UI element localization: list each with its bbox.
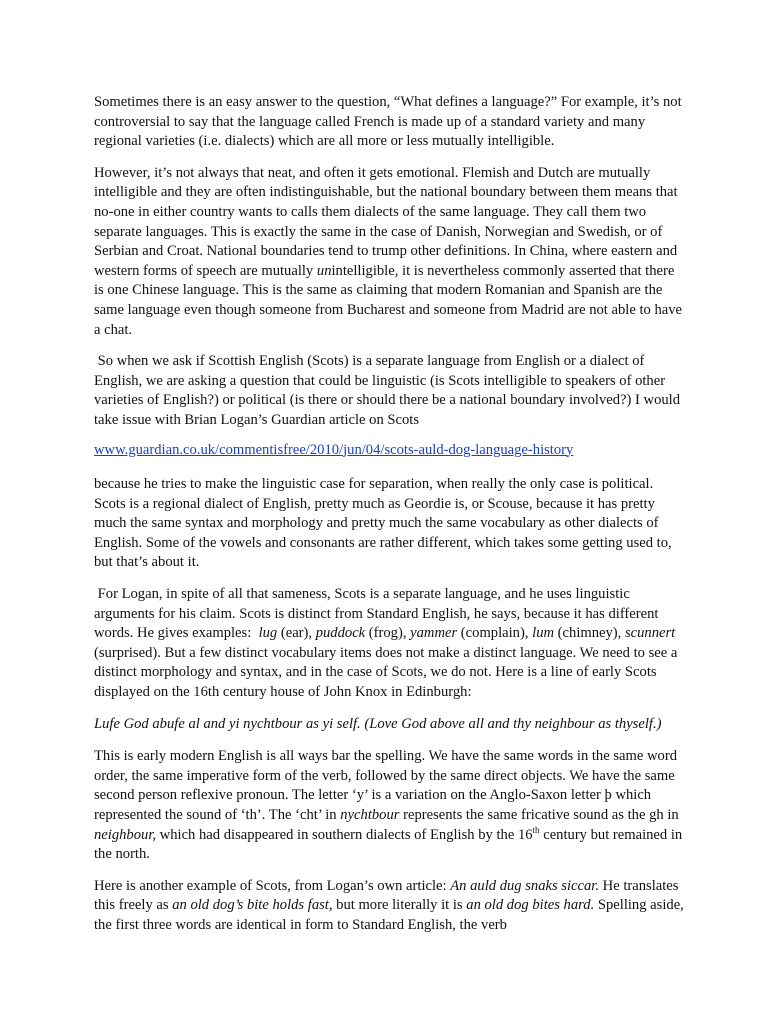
gloss: (chimney),	[554, 625, 625, 642]
gloss: (complain),	[457, 625, 533, 642]
gloss: (ear),	[277, 625, 316, 642]
paragraph-text: Here is another example of Scots, from Logan’s own article:	[94, 877, 451, 894]
superscript-th: th	[532, 824, 540, 835]
paragraph-text: represents the same fricative sound as the gh in	[399, 807, 679, 823]
paragraph-text: because he tries to make the linguistic case for separation, when really the only case is political. Scots is a regional dialect of English, pretty much as Geordie is, or Scouse, because it has pretty much the same syntax and morphology and pretty much the same vocabulary as other dialects of English. Some of the vowels and consonants are rather different, which takes some getting used to, but that’s about it.	[94, 476, 672, 571]
paragraph-text: However, it’s not always that neat, and often it gets emotional. Flemish and Dutch are mutually intelligible and they are often indistinguishable, but the national boundary between them means that no-one in either country wants to calls them dialects of the same language. They call them two separate languages. This is exactly the same in the case of Danish, Norwegian and Swedish, or of Serbian and Croat. National boundaries tend to trump other definitions. In China, where eastern and western forms of speech are mutually	[94, 164, 678, 279]
paragraph-text: century but remained in the north.	[94, 826, 683, 863]
link-line	[94, 441, 684, 461]
emphasis-nychtbour: nychtbour	[340, 807, 400, 823]
emphasis-free-translation: an old dog’s bite holds fast	[172, 897, 329, 914]
paragraph-text: So when we ask if Scottish English (Scots) is a separate language from English or a dialect of English, we are asking a question that could be linguistic (is Scots intelligible to speakers of other varieties of English?) or political (is there or should there be a national boundary involved?) I would take issue with Brian Logan’s Guardian article on Scots	[94, 353, 684, 428]
paragraph-early-modern	[94, 747, 684, 865]
paragraph-text: intelligible, it is nevertheless commonly asserted that there is one Chinese language. This is the same as claiming that modern Romanian and Spanish are the same language even though someone from Bucharest and someone from Madrid are not able to have a chat.	[94, 262, 683, 338]
paragraph-text: Spelling aside, the first three words are identical in form to Standard English, the verb	[94, 897, 684, 933]
scots-word-lug: lug	[258, 625, 278, 642]
paragraph-flemish-dutch	[94, 164, 684, 340]
paragraph-text: Sometimes there is an easy answer to the question, “What defines a language?” For example, it’s not controversial to say that the language called French is made up of a standard variety and many regional varieties (i.e. dialects) which are all more or less mutually intelligible.	[94, 94, 682, 150]
paragraph-text: This is early modern English is all ways bar the spelling. We have the same words in the same word order, the same imperative form of the verb, followed by the same direct objects. We have the same second person reflexive pronoun. The letter ‘y’ is a variation on the Anglo-Saxon letter þ which represented the sound of ‘th’. The ‘cht’ in	[94, 748, 677, 823]
knox-house-quote	[94, 715, 684, 735]
paragraph-political	[94, 475, 684, 573]
paragraph-text: which had disappeared in southern dialects of English by the 16	[156, 826, 533, 843]
paragraph-auld-dug	[94, 877, 684, 936]
emphasis-literal-translation: an old dog bites hard.	[466, 897, 595, 914]
emphasis-scots-phrase: An auld dug snaks siccar.	[450, 877, 600, 894]
scots-word-yammer: yammer	[410, 625, 458, 642]
document-body	[94, 93, 684, 948]
paragraph-intro	[94, 93, 684, 152]
paragraph-text: For Logan, in spite of all that sameness, Scots is a separate language, and he uses linguistic arguments for his claim. Scots is distinct from Standard English, he says, because it has different words. He gives examples:	[94, 586, 663, 642]
paragraph-scots-question	[94, 352, 684, 430]
guardian-article-link[interactable]: www.guardian.co.uk/commentisfree/2010/jun/04/scots-auld-dog-language-history	[94, 441, 574, 458]
quote-text: Lufe God abufe al and yi nychtbour as yi self. (Love God above all and thy neighbour as thyself.)	[94, 715, 662, 732]
paragraph-text: (surprised). But a few distinct vocabulary items does not make a distinct language. We need to see a distinct morphology and syntax, and in the case of Scots, we do not. Here is a line of early Scots displayed on the 16th century house of John Knox in Edinburgh:	[94, 644, 678, 701]
paragraph-text: He translates this freely as	[94, 877, 679, 914]
gloss: (frog),	[365, 625, 411, 642]
emphasis-un: un	[316, 262, 332, 279]
scots-word-scunnert: scunnert	[624, 625, 676, 642]
emphasis-neighbour: neighbour,	[94, 826, 157, 843]
scots-word-puddock: puddock	[315, 625, 366, 642]
paragraph-text: , but more literally it is	[328, 897, 467, 914]
paragraph-logan	[94, 585, 684, 703]
scots-word-lum: lum	[532, 625, 555, 642]
